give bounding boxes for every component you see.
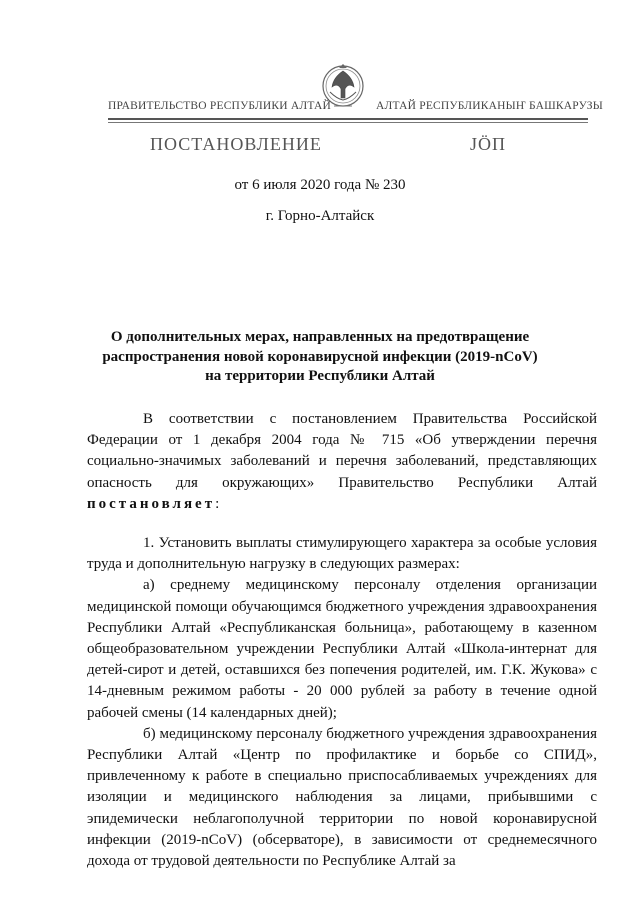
item-1: 1. Установить выплаты стимулирующего характера за особые условия труда и дополнительную нагрузку в следующих размерах:: [87, 535, 597, 573]
document-title: [70, 328, 570, 387]
item-1a: а) среднему медицинскому персоналу отделения организации медицинской помощи обучающимся бюджетного учреждения здравоохранения Республики Алтай «Республиканская больница», работающему в казенном общеобразовательном учреждении Республики Алтай «Школа-интернат для детей-сирот и детей, оставшихся без попечения родителей, им. Г.К. Жукова» с 14-дневным режимом работы - 20 000 рублей за работу в течение одной рабочей смены (14 календарных дней);: [87, 577, 597, 721]
title-line: О дополнительных мерах, направленных на предотвращение: [110, 329, 530, 345]
decree-date-number: от 6 июля 2020 года № 230: [234, 177, 406, 193]
paragraph-gap: [87, 515, 597, 533]
decree-city: г. Горно-Алтайск: [265, 208, 375, 224]
item-1b: б) медицинскому персоналу бюджетного учреждения здравоохранения Республики Алтай «Центр по профилактике и борьбе со СПИД», привлеченному к работе в специально приспосабливаемых учреждениях для изоляции и медицинского наблюдения за лицами, прибывшими с эпидемически неблагополучной территории по новой коронавирусной инфекции (2019-nCoV) (обсерваторе), в зависимости от среднемесячного дохода от трудовой деятельности по Республике Алтай за: [87, 725, 597, 870]
colon: :: [215, 495, 220, 512]
government-name-altai: АЛТАЙ РЕСПУБЛИКАНЫҤ БАШКАРУЗЫ: [376, 100, 603, 112]
letterhead: [108, 62, 603, 122]
title-line: на территории Республики Алтай: [205, 368, 435, 384]
decree-label-russian: ПОСТАНОВЛЕНИЕ: [150, 134, 322, 154]
title-line: распространения новой коронавирусной инфекции (2019-nCoV): [102, 348, 538, 365]
decree-label-altai: ЈӦП: [470, 134, 507, 154]
resolves-word: постановляет: [87, 495, 216, 512]
header-divider: [108, 118, 588, 120]
preamble-paragraph: [87, 409, 597, 515]
document-body: [87, 409, 597, 872]
preamble-text: В соответствии с постановлением Правительства Российской Федерации от 1 декабря 2004 года № 715 «Об утверждении перечня социально-значимых заболеваний и перечня заболеваний, представляющих опасность для окружающих» Правительство Республики Алтай: [87, 411, 597, 491]
header-divider-thin: [108, 122, 588, 123]
government-name-russian: ПРАВИТЕЛЬСТВО РЕСПУБЛИКИ АЛТАЙ: [108, 100, 332, 112]
